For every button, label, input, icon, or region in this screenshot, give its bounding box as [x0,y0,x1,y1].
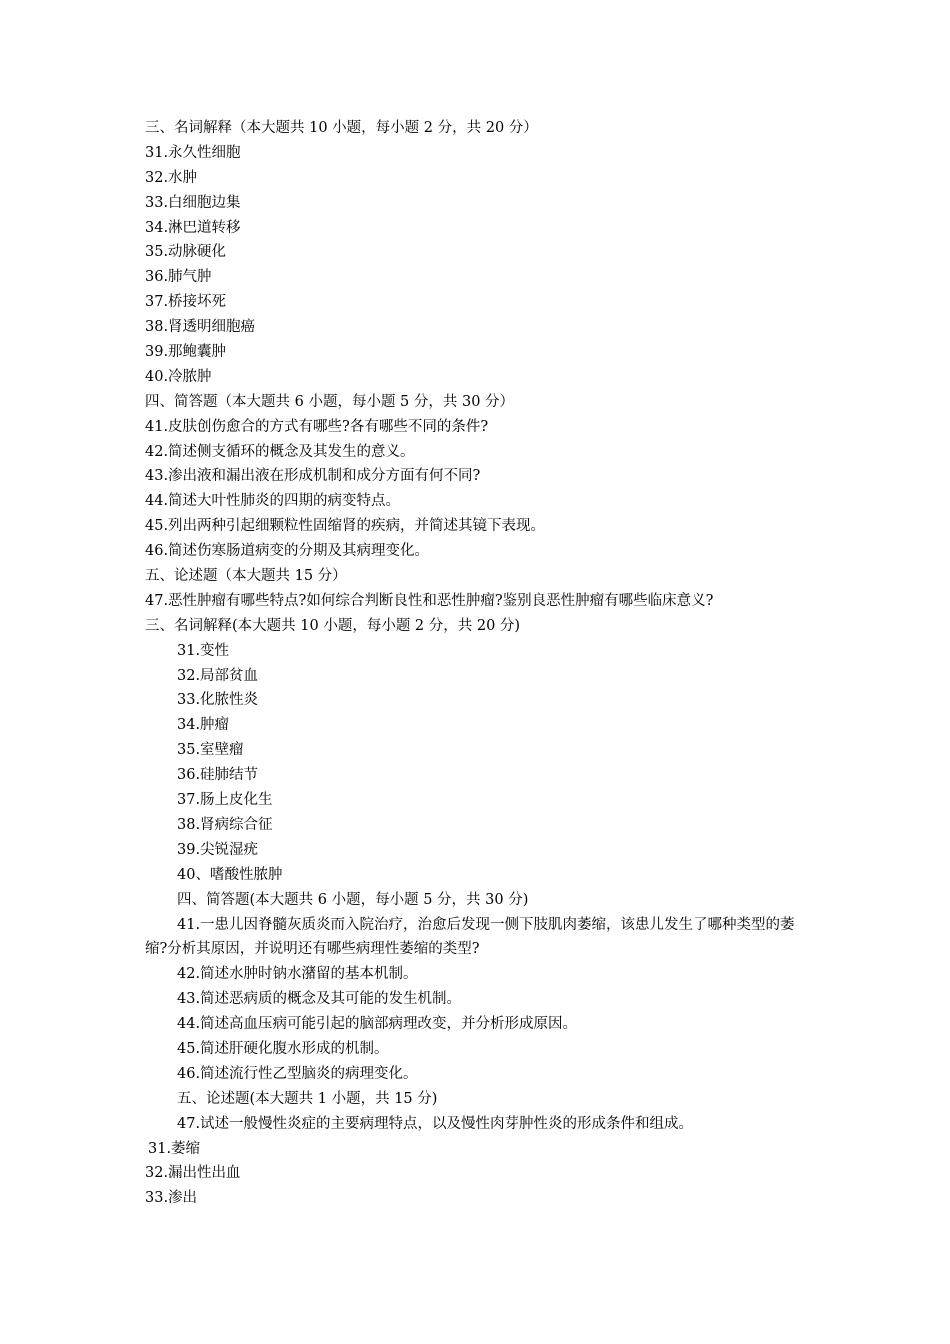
text-line: 34.淋巴道转移 [145,219,241,236]
text-line: 37.桥接坏死 [145,294,227,311]
text-line: 33.白细胞边集 [145,194,241,211]
text-line: 32.水肿 [145,169,198,186]
text-line: 45.简述肝硬化腹水形成的机制。 [177,1040,389,1057]
text-line: 五、论述题(本大题共 1 小题，共 15 分) [177,1090,438,1107]
text-line: 31.萎缩 [148,1140,201,1157]
text-line: 43.简述恶病质的概念及其可能的发生机制。 [177,991,462,1008]
text-line: 40、嗜酸性脓肿 [177,866,283,883]
text-line: 36.肺气肿 [145,269,212,286]
text-line: 38.肾病综合征 [177,816,273,833]
text-line: 46.简述流行性乙型脑炎的病理变化。 [177,1065,418,1082]
text-line: 40.冷脓肿 [145,368,212,385]
text-line: 五、论述题（本大题共 15 分） [145,568,347,585]
text-line: 39.那鲍囊肿 [145,344,227,361]
text-line: 47.恶性肿瘤有哪些特点?如何综合判断良性和恶性肿瘤?鉴别良恶性肿瘤有哪些临床意义? [145,592,714,609]
text-line: 四、简答题（本大题共 6 小题，每小题 5 分，共 30 分） [145,393,515,410]
text-line: 34.肿瘤 [177,717,230,734]
text-line: 33.化脓性炎 [177,692,259,709]
text-line: 31.永久性细胞 [145,144,241,161]
text-line: 37.肠上皮化生 [177,792,273,809]
text-line: 45.列出两种引起细颗粒性固缩肾的疾病，并简述其镜下表现。 [145,518,546,535]
text-line: 三、名词解释(本大题共 10 小题，每小题 2 分，共 20 分) [145,617,521,634]
text-line: 44.简述高血压病可能引起的脑部病理改变，并分析形成原因。 [177,1016,578,1033]
text-line: 42.简述水肿时钠水潴留的基本机制。 [177,966,418,983]
text-line: 44.简述大叶性肺炎的四期的病变特点。 [145,493,401,510]
text-line: 31.变性 [177,642,230,659]
text-line: 36.硅肺结节 [177,767,259,784]
text-line: 43.渗出液和漏出液在形成机制和成分方面有何不同? [145,468,481,485]
text-line: 41.一患儿因脊髓灰质炎而入院治疗，治愈后发现一侧下肢肌肉萎缩，该患儿发生了哪种类型的萎缩?分析其原因，并说明还有哪些病理性萎缩的类型? [145,916,795,958]
text-line: 35.动脉硬化 [145,244,227,261]
text-line: 39.尖锐湿疣 [177,841,259,858]
text-line: 四、简答题(本大题共 6 小题，每小题 5 分，共 30 分) [177,891,529,908]
text-line: 三、名词解释（本大题共 10 小题，每小题 2 分，共 20 分） [145,120,538,136]
text-line: 32.漏出性出血 [145,1165,241,1182]
text-line: 38.肾透明细胞癌 [145,319,256,336]
text-line: 35.室壁瘤 [177,742,244,759]
text-line: 33.渗出 [145,1190,198,1207]
text-line: 32.局部贫血 [177,667,259,684]
text-line: 42.简述侧支循环的概念及其发生的意义。 [145,443,415,460]
text-line: 41.皮肤创伤愈合的方式有哪些?各有哪些不同的条件? [145,418,489,435]
text-line: 46.简述伤寒肠道病变的分期及其病理变化。 [145,543,430,560]
document-page [0,116,950,1211]
text-line: 47.试述一般慢性炎症的主要病理特点，以及慢性肉芽肿性炎的形成条件和组成。 [177,1115,694,1132]
